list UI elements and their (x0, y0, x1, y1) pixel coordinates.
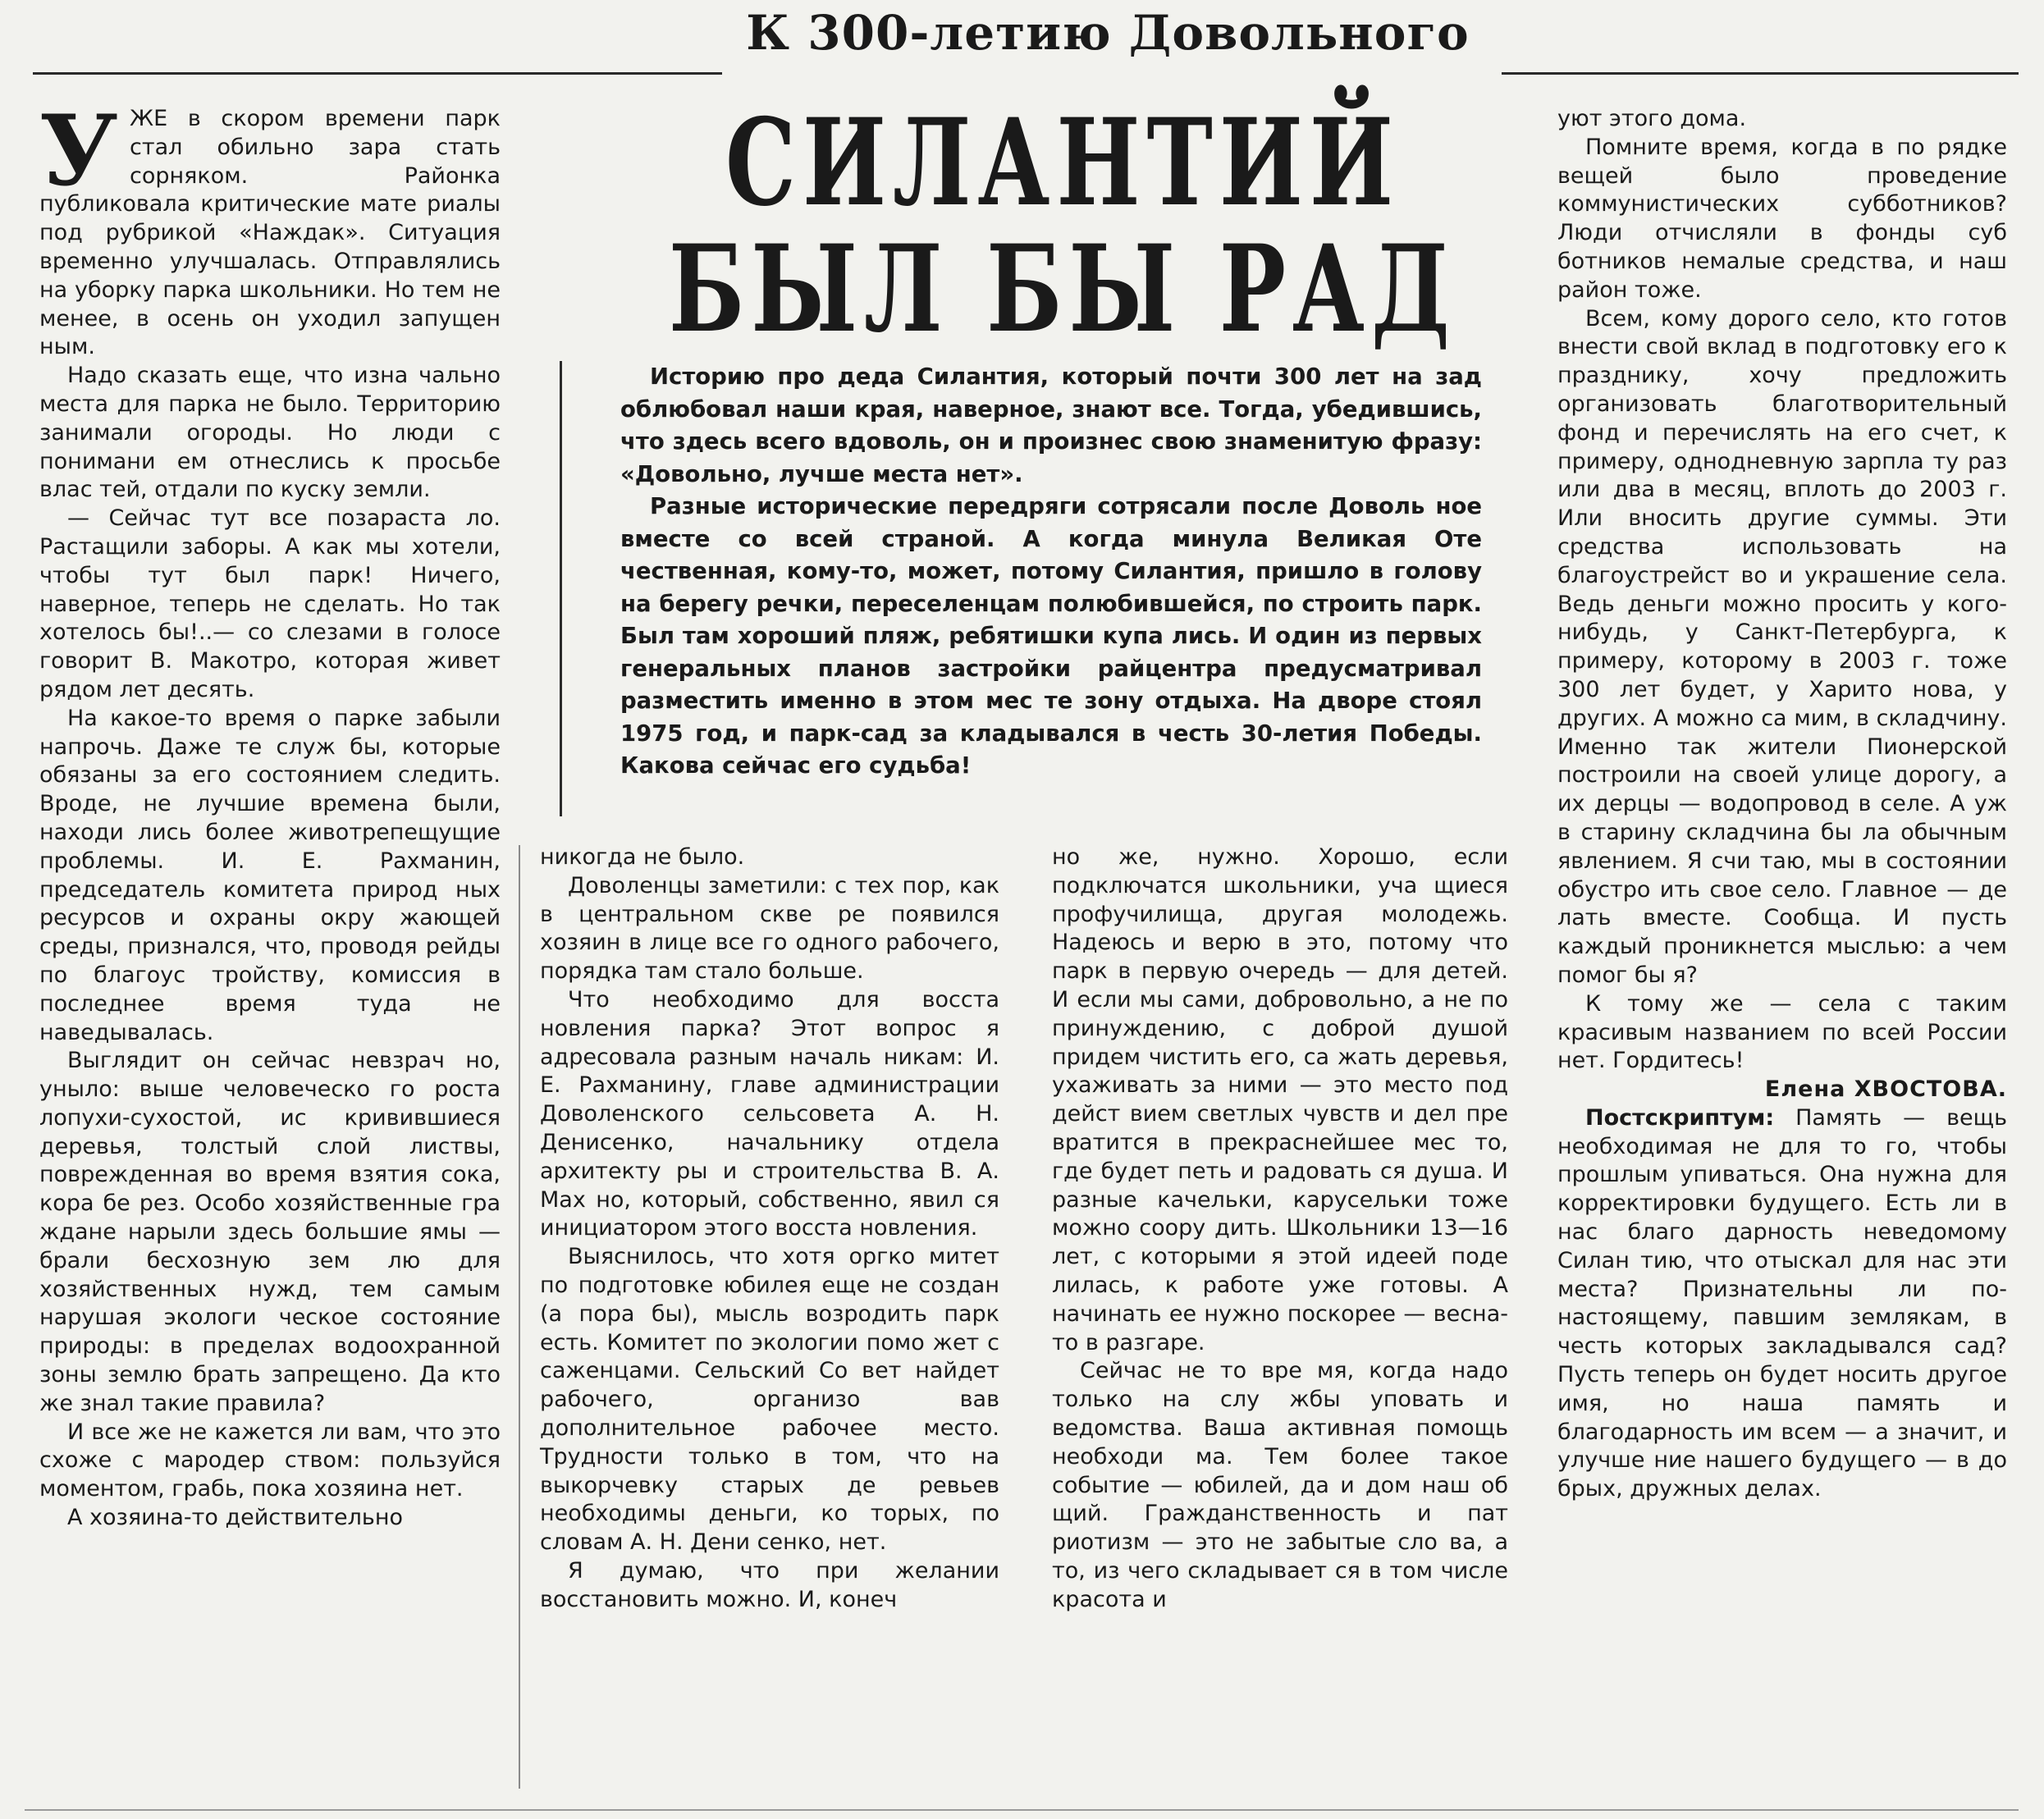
column-1-paragraph-2: Надо сказать еще, что изна чально места для парка не было. Территорию занимали огороды. Но люди с понимани ем отнеслись к просьбе влас тей, отдали по куску земли. (39, 363, 501, 503)
column-4-paragraph-2: Помните время, когда в по рядке вещей было проведение коммунистических субботников? Люди отчисляли в фонды суб ботников немалые средства, и наш район тоже. (1557, 134, 2007, 303)
column-2-paragraph-1: никогда не было. (540, 844, 745, 870)
column-1-paragraph-5: Выглядит он сейчас невзрач но, уныло: выше человеческо го роста лопухи-сухостой, ис кривившиеся деревья, толстый слой листвы, поврежденная во время взятия сока, кора бе рез. Особо хозяйственные гра ждане нарыли здесь большие ямы — брали бесхозную зем лю для хозяйственных нужд, тем самым нарушая экологи ческое состояние природы: в пределах водоохранной зоны землю брать запрещено. Да кто же знал такие правила? (39, 1048, 501, 1416)
column-2-paragraph-4: Выяснилось, что хотя оргко митет по подготовке юбилея еще не создан (а пора бы), мысль возродить парк есть. Комитет по экологии помо жет с саженцами. Сельский Со вет найдет рабочего, организо вав дополнительное рабочее место. Трудности только в том, что на выкорчевку старых де ревьев необходимы деньги, ко торых, по словам А. Н. Дени сенко, нет. (540, 1244, 999, 1556)
lead-paragraph-2: Разные исторические передряги сотрясали после Доволь ное вместе со всей страной. А когда минула Великая Оте чественная, кому-то, может, потому Силантия, пришло в голову на берегу речки, переселенцам полюбившейся, по строить парк. Был там хороший пляж, ребятишки купа лись. И один из первых генеральных планов застройки райцентра предусматривал разместить именно в этом мес те зону отдыха. На дворе стоял 1975 год, и парк-сад за кладывался в честь 30-летия Победы. Какова сейчас его судьба! (620, 493, 1482, 779)
headline-line-2: БЫЛ БЫ РАД (668, 219, 1457, 360)
column-1-paragraph-4: На какое-то время о парке забыли напрочь. Даже те служ бы, которые обязаны за его состоянием следить. Вроде, не лучшие времена были, находи лись более животрепещущие проблемы. И. Е. Рахманин, председатель комитета природ ных ресурсов и охраны окру жающей среды, признался, что, проводя рейды по благоус тройству, комиссия в последнее время туда не наведывалась. (39, 705, 501, 1045)
column-4-paragraph-4: К тому же — села с таким красивым названием по всей России нет. Гордитесь! (1557, 990, 2007, 1074)
column-1-paragraph-1: УЖЕ в скором времени парк стал обильно зара стать сорняком. Районка публиковала критические мате риалы под рубрикой «Наждак». Ситуация временно улучшалась. Отправлялись на уборку парка школьники. Но тем не менее, в осень он уходил запущен ным. (39, 94, 501, 360)
column-4 (1557, 105, 2007, 1504)
rubric-rule-left (33, 72, 722, 75)
rubric-title: К 300-летию Довольного (746, 5, 1470, 61)
column-4-paragraph-3: Всем, кому дорого село, кто готов внести свой вклад в подготовку его к празднику, хочу предложить организовать благотворительный фонд и перечислять на его счет, к примеру, однодневную зарпла ту раз или два в месяц, вплоть до 2003 г. Или вносить другие суммы. Эти средства использовать на благоустрейст во и украшение села. Ведь деньги можно просить у кого-нибудь, у Санкт-Петербурга, к примеру, которому в 2003 г. тоже 300 лет будет, у Харито нова, у других. А можно са мим, в складчину. Именно так жители Пионерской построили на своей улице дорогу, а их дерцы — водопровод в селе. А уж в старину складчина бы ла обычным явлением. Я счи таю, мы в состоянии обустро ить свое село. Главное — де лать вместе. Сообща. И пусть каждый проникнется мыслью: а чем помог бы я? (1557, 305, 2007, 988)
column-3 (1052, 843, 1508, 1615)
column-2-paragraph-2: Доволенцы заметили: с тех пор, как в центральном скве ре появился хозяин в лице все го одного рабочего, порядка там стало больше. (540, 872, 999, 985)
postscript-text: Память — вещь необходимая не для то го, чтобы прошлым упиваться. Она нужна для корректировки будущего. Есть ли в нас благо дарность неведомому Силан тию, что отыскал для нас эти места? Признательны ли по-настоящему, павшим землякам, в честь которых закладывался сад? Пусть теперь он будет носить другое имя, но наша память и благодарность им всем — а значит, и улучше ние нашего будущего — в до брых, дружных делах. (1557, 1104, 2007, 1502)
headline-line-1: СИЛАНТИЙ (725, 93, 1400, 234)
rubric-rule-right (1502, 72, 2019, 75)
column-1-paragraph-6: И все же не кажется ли вам, что это схоже с мародер ством: пользуйся моментом, грабь, пока хозяина нет. (39, 1419, 501, 1502)
postscript-label: Постскриптум: (1585, 1104, 1775, 1131)
column-divider (519, 845, 520, 1789)
column-2-paragraph-5: Я думаю, что при желании восстановить можно. И, конеч (540, 1557, 999, 1612)
lead-paragraph (620, 361, 1482, 783)
column-3-paragraph-2: Сейчас не то вре мя, когда надо только на слу жбы уповать и ведомства. Ваша активная помощь необходи ма. Тем более такое событие — юбилей, да и дом наш об щий. Гражданственность и пат риотизм — это не забытые сло ва, а то, из чего складывает ся в том числе красота и (1052, 1358, 1508, 1612)
author-signature: Елена ХВОСТОВА. (1764, 1076, 2007, 1103)
column-2-paragraph-3: Что необходимо для восста новления парка? Этот вопрос я адресовала разным началь никам: И. Е. Рахманину, главе администрации Доволенского сельсовета А. Н. Денисенко, начальнику отдела архитекту ры и строительства В. А. Мах но, который, собственно, явил ся инициатором этого восста новления. (540, 986, 999, 1241)
drop-cap: У (39, 94, 118, 208)
column-2 (540, 843, 999, 1615)
bottom-rule (25, 1809, 2019, 1811)
postscript (1557, 1104, 2007, 1504)
column-1-paragraph-3: — Сейчас тут все позараста ло. Растащили заборы. А как мы хотели, чтобы тут был парк! Ничего, наверное, теперь не сделать. Но так хотелось бы!..— со слезами в голосе говорит В. Макотро, которая живет рядом лет десять. (39, 505, 501, 702)
column-1-paragraph-7: А хозяина-то действительно (67, 1505, 404, 1531)
lead-marker-bar (560, 361, 562, 816)
column-4-paragraph-1: уют этого дома. (1557, 106, 1747, 131)
column-1 (39, 94, 501, 1533)
column-3-paragraph-1: но же, нужно. Хорошо, если подключатся школьники, уча щиеся профучилища, другая молодежь. Надеюсь и верю в это, потому что парк в первую очередь — для детей. И если мы сами, добровольно, а не по принуждению, с доброй душой придем чистить его, са жать деревья, ухаживать за ними — это место под дейст вием светлых чувств и дел пре вратится в прекраснейшее мес то, где будет петь и радовать ся душа. И разные качельки, карусельки тоже можно соору дить. Школьники 13—16 лет, с которыми я этой идеей поде лилась, к работе уже готовы. А начинать ее нужно поскорее — весна-то в разгаре. (1052, 844, 1508, 1355)
lead-paragraph-1: Историю про деда Силантия, который почти 300 лет на зад облюбовал наши края, наверное, знают все. Тогда, убедившись, что здесь всего вдоволь, он и произнес свою знаменитую фразу: «Довольно, лучше места нет». (620, 363, 1482, 487)
